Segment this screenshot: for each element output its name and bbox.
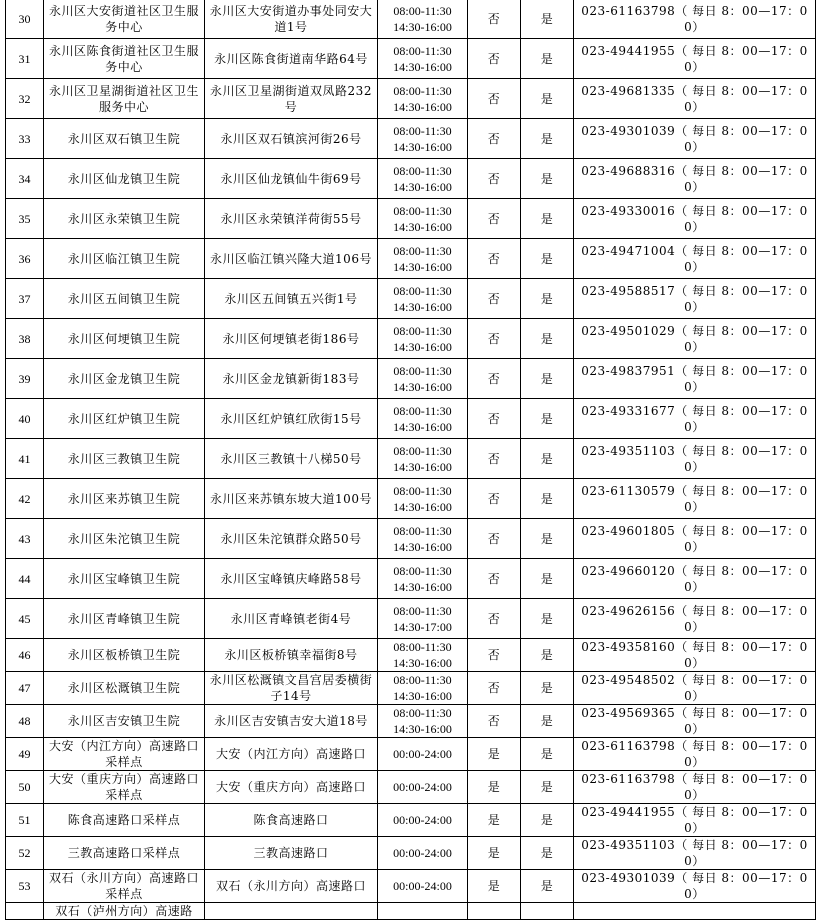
hours-afternoon: 14:30-16:00: [393, 99, 452, 114]
hours-morning: 08:00-11:30: [393, 443, 452, 458]
hours-morning: 08:00-11:30: [393, 83, 452, 98]
site-address: 永川区松溉镇文昌宫居委横街子14号: [205, 672, 378, 705]
contact-phone: 023-49331677（ 每日 8：00—17：00）: [574, 399, 816, 439]
row-number: 40: [6, 399, 44, 439]
site-address: 永川区朱沱镇群众路50号: [205, 519, 378, 559]
table-row: [6, 672, 816, 705]
hours-afternoon: 14:30-16:00: [393, 722, 452, 736]
flag-b: 是: [521, 738, 574, 771]
table-row: [6, 519, 816, 559]
site-name: 永川区何埂镇卫生院: [44, 319, 205, 359]
hours-morning: 08:00-11:30: [393, 640, 452, 654]
hours-morning: 08:00-11:30: [393, 523, 452, 538]
site-name: 永川区青峰镇卫生院: [44, 599, 205, 639]
flag-b: 是: [521, 119, 574, 159]
row-number: 53: [6, 870, 44, 903]
site-address: 大安（重庆方向）高速路口: [205, 771, 378, 804]
site-address: 永川区仙龙镇仙牛街69号: [205, 159, 378, 199]
contact-phone: 023-61130579（ 每日 8：00—17：00）: [574, 479, 816, 519]
hours-afternoon: 14:30-16:00: [393, 219, 452, 234]
hours-morning: 08:00-11:30: [393, 363, 452, 378]
contact-phone: 023-49330016（ 每日 8：00—17：00）: [574, 199, 816, 239]
flag-a: 否: [468, 359, 521, 399]
row-number: 46: [6, 639, 44, 672]
table-row: [6, 239, 816, 279]
flag-a: 否: [468, 479, 521, 519]
hours-morning: 08:00-11:30: [393, 563, 452, 578]
table-row: [6, 804, 816, 837]
hours-afternoon: 14:30-16:00: [393, 19, 452, 34]
contact-phone: 023-49626156（ 每日 8：00—17：00）: [574, 599, 816, 639]
hours-morning: 00:00-24:00: [393, 846, 452, 860]
hours-afternoon: 14:30-16:00: [393, 339, 452, 354]
site-name: 永川区来苏镇卫生院: [44, 479, 205, 519]
hours-afternoon: 14:30-16:00: [393, 499, 452, 514]
hours-morning: 08:00-11:30: [393, 673, 452, 687]
service-hours: [378, 705, 468, 738]
site-name: 永川区朱沱镇卫生院: [44, 519, 205, 559]
service-hours: [378, 439, 468, 479]
hours-afternoon: 14:30-17:00: [393, 619, 452, 634]
flag-a: 否: [468, 0, 521, 39]
hours-afternoon: 14:30-16:00: [393, 379, 452, 394]
site-name: 大安（重庆方向）高速路口采样点: [44, 771, 205, 804]
flag-a: 否: [468, 119, 521, 159]
row-number: 33: [6, 119, 44, 159]
service-hours: [378, 519, 468, 559]
hours-morning: 08:00-11:30: [393, 483, 452, 498]
hours-morning: 08:00-11:30: [393, 123, 452, 138]
table-row: [6, 159, 816, 199]
site-address: 永川区何埂镇老街186号: [205, 319, 378, 359]
flag-a: 是: [468, 804, 521, 837]
site-address: 永川区吉安镇吉安大道18号: [205, 705, 378, 738]
service-hours: [378, 39, 468, 79]
hours-morning: 08:00-11:30: [393, 706, 452, 720]
site-name: 永川区永荣镇卫生院: [44, 199, 205, 239]
site-address: 永川区临江镇兴隆大道106号: [205, 239, 378, 279]
flag-b: 是: [521, 359, 574, 399]
flag-a: 是: [468, 837, 521, 870]
flag-b: 是: [521, 804, 574, 837]
hours-morning: 08:00-11:30: [393, 163, 452, 178]
site-name: 永川区五间镇卫生院: [44, 279, 205, 319]
contact-phone: 023-49471004（ 每日 8：00—17：00）: [574, 239, 816, 279]
table-row: [6, 279, 816, 319]
hours-morning: 08:00-11:30: [393, 603, 452, 618]
site-name: 双石（永川方向）高速路口采样点: [44, 870, 205, 903]
hours-afternoon: 14:30-16:00: [393, 259, 452, 274]
service-hours: [378, 399, 468, 439]
service-hours: [378, 738, 468, 771]
service-hours: [378, 359, 468, 399]
service-hours: [378, 479, 468, 519]
hours-afternoon: 14:30-16:00: [393, 179, 452, 194]
hours-morning: 08:00-11:30: [393, 203, 452, 218]
flag-a: 否: [468, 672, 521, 705]
table-row: [6, 479, 816, 519]
site-name: 永川区红炉镇卫生院: [44, 399, 205, 439]
site-address: 永川区青峰镇老街4号: [205, 599, 378, 639]
row-number: 44: [6, 559, 44, 599]
row-number: 47: [6, 672, 44, 705]
table-row: [6, 639, 816, 672]
hours-afternoon: 14:30-16:00: [393, 579, 452, 594]
site-address: 永川区来苏镇东坡大道100号: [205, 479, 378, 519]
contact-phone: 023-49681335（ 每日 8：00—17：00）: [574, 79, 816, 119]
flag-a: 否: [468, 39, 521, 79]
flag-b: 是: [521, 837, 574, 870]
site-address: 永川区宝峰镇庆峰路58号: [205, 559, 378, 599]
row-number: 31: [6, 39, 44, 79]
contact-phone: 023-49351103（ 每日 8：00—17：00）: [574, 439, 816, 479]
service-hours: [378, 319, 468, 359]
service-hours: [378, 79, 468, 119]
contact-phone: 023-49601805（ 每日 8：00—17：00）: [574, 519, 816, 559]
site-address: 双石（永川方向）高速路口: [205, 870, 378, 903]
service-hours: [378, 0, 468, 39]
flag-b: 是: [521, 479, 574, 519]
flag-b: 是: [521, 399, 574, 439]
table-row: [6, 359, 816, 399]
site-name: 永川区仙龙镇卫生院: [44, 159, 205, 199]
hours-morning: 08:00-11:30: [393, 283, 452, 298]
contact-phone: 023-49688316（ 每日 8：00—17：00）: [574, 159, 816, 199]
table-body: [6, 0, 816, 920]
row-number: 41: [6, 439, 44, 479]
flag-b: 是: [521, 0, 574, 39]
flag-b: 是: [521, 439, 574, 479]
flag-a: 否: [468, 519, 521, 559]
service-hours: [378, 870, 468, 903]
row-number: 51: [6, 804, 44, 837]
site-name: 双石（泸州方向）高速路: [44, 903, 205, 920]
table-row: [6, 119, 816, 159]
flag-b: 是: [521, 559, 574, 599]
flag-a: 否: [468, 559, 521, 599]
site-address: 永川区陈食街道南华路64号: [205, 39, 378, 79]
flag-b: 是: [521, 79, 574, 119]
table-row: [6, 399, 816, 439]
table-row: [6, 0, 816, 39]
site-name: 永川区双石镇卫生院: [44, 119, 205, 159]
flag-a: 否: [468, 639, 521, 672]
service-hours: [378, 239, 468, 279]
site-address: 永川区三教镇十八梯50号: [205, 439, 378, 479]
table-row: [6, 79, 816, 119]
hours-afternoon: 14:30-16:00: [393, 419, 452, 434]
row-number: 52: [6, 837, 44, 870]
site-address: 永川区金龙镇新街183号: [205, 359, 378, 399]
row-number: 39: [6, 359, 44, 399]
hours-afternoon: 14:30-16:00: [393, 689, 452, 703]
flag-b: 是: [521, 319, 574, 359]
row-number: 50: [6, 771, 44, 804]
flag-a: 否: [468, 79, 521, 119]
site-name: 永川区吉安镇卫生院: [44, 705, 205, 738]
contact-phone: 023-49501029（ 每日 8：00—17：00）: [574, 319, 816, 359]
table-row: [6, 199, 816, 239]
table-row: [6, 439, 816, 479]
site-name: 大安（内江方向）高速路口采样点: [44, 738, 205, 771]
site-name: 永川区板桥镇卫生院: [44, 639, 205, 672]
site-address: 陈食高速路口: [205, 804, 378, 837]
hours-afternoon: 14:30-16:00: [393, 59, 452, 74]
table-row: [6, 39, 816, 79]
table-row: [6, 705, 816, 738]
flag-b: 是: [521, 639, 574, 672]
contact-phone: 023-49837951（ 每日 8：00—17：00）: [574, 359, 816, 399]
flag-b: 是: [521, 870, 574, 903]
contact-phone: 023-49301039（ 每日 8：00—17：00）: [574, 870, 816, 903]
contact-phone: 023-49441955（ 每日 8：00—17：00）: [574, 39, 816, 79]
site-name: 三教高速路口采样点: [44, 837, 205, 870]
row-number: 34: [6, 159, 44, 199]
service-hours: [378, 119, 468, 159]
hours-afternoon: 14:30-16:00: [393, 459, 452, 474]
flag-b: 是: [521, 39, 574, 79]
flag-a: 否: [468, 239, 521, 279]
flag-a: 否: [468, 599, 521, 639]
flag-b: 是: [521, 672, 574, 705]
service-hours: [378, 599, 468, 639]
flag-b: 是: [521, 199, 574, 239]
flag-a: 否: [468, 399, 521, 439]
hours-morning: 08:00-11:30: [393, 243, 452, 258]
service-hours: [378, 804, 468, 837]
site-name: 永川区三教镇卫生院: [44, 439, 205, 479]
contact-phone: 023-61163798（ 每日 8：00—17：00）: [574, 738, 816, 771]
table-row: [6, 738, 816, 771]
hours-afternoon: 14:30-16:00: [393, 656, 452, 670]
table-row: [6, 870, 816, 903]
row-number: 42: [6, 479, 44, 519]
hours-afternoon: 14:30-16:00: [393, 139, 452, 154]
service-hours: [378, 559, 468, 599]
contact-phone: 023-61163798（ 每日 8：00—17：00）: [574, 0, 816, 39]
site-name: 永川区卫星湖街道社区卫生服务中心: [44, 79, 205, 119]
site-address: 大安（内江方向）高速路口: [205, 738, 378, 771]
service-hours: [378, 199, 468, 239]
flag-a: 否: [468, 159, 521, 199]
hours-morning: 00:00-24:00: [393, 879, 452, 893]
site-address: 永川区板桥镇幸福街8号: [205, 639, 378, 672]
site-address: 永川区卫星湖街道双凤路232号: [205, 79, 378, 119]
service-hours: [378, 279, 468, 319]
flag-b: 是: [521, 159, 574, 199]
site-address: 三教高速路口: [205, 837, 378, 870]
flag-b: 是: [521, 279, 574, 319]
service-hours: [378, 837, 468, 870]
flag-a: 否: [468, 319, 521, 359]
hours-afternoon: 14:30-16:00: [393, 299, 452, 314]
flag-b: 是: [521, 519, 574, 559]
contact-phone: 023-49358160（ 每日 8：00—17：00）: [574, 639, 816, 672]
service-hours: [378, 159, 468, 199]
hours-morning: 00:00-24:00: [393, 813, 452, 827]
flag-b: 是: [521, 771, 574, 804]
flag-a: 否: [468, 705, 521, 738]
site-address: 永川区五间镇五兴街1号: [205, 279, 378, 319]
site-name: 永川区宝峰镇卫生院: [44, 559, 205, 599]
hours-morning: 08:00-11:30: [393, 3, 452, 18]
site-name: 永川区临江镇卫生院: [44, 239, 205, 279]
flag-a: 是: [468, 870, 521, 903]
row-number: 45: [6, 599, 44, 639]
hours-morning: 00:00-24:00: [393, 747, 452, 761]
row-number: 43: [6, 519, 44, 559]
flag-a: 是: [468, 738, 521, 771]
flag-b: 是: [521, 705, 574, 738]
contact-phone: 023-49548502（ 每日 8：00—17：00）: [574, 672, 816, 705]
site-name: 永川区金龙镇卫生院: [44, 359, 205, 399]
flag-a: 否: [468, 439, 521, 479]
contact-phone: 023-49441955（ 每日 8：00—17：00）: [574, 804, 816, 837]
contact-phone: 023-49660120（ 每日 8：00—17：00）: [574, 559, 816, 599]
contact-phone: 023-49301039（ 每日 8：00—17：00）: [574, 119, 816, 159]
row-number: 37: [6, 279, 44, 319]
row-number: 32: [6, 79, 44, 119]
service-hours: [378, 639, 468, 672]
site-name: 永川区松溉镇卫生院: [44, 672, 205, 705]
site-name: 陈食高速路口采样点: [44, 804, 205, 837]
hours-morning: 08:00-11:30: [393, 403, 452, 418]
flag-a: 否: [468, 199, 521, 239]
service-hours: [378, 771, 468, 804]
table-row: [6, 319, 816, 359]
site-name: 永川区陈食街道社区卫生服务中心: [44, 39, 205, 79]
row-number: 36: [6, 239, 44, 279]
flag-a: 是: [468, 771, 521, 804]
site-address: 永川区永荣镇洋荷街55号: [205, 199, 378, 239]
table-row: [6, 599, 816, 639]
contact-phone: 023-49351103（ 每日 8：00—17：00）: [574, 837, 816, 870]
table-row: [6, 559, 816, 599]
sampling-sites-table: [5, 0, 816, 920]
row-number: 30: [6, 0, 44, 39]
row-number: 35: [6, 199, 44, 239]
hours-afternoon: 14:30-16:00: [393, 539, 452, 554]
contact-phone: 023-49569365（ 每日 8：00—17：00）: [574, 705, 816, 738]
site-address: 永川区双石镇滨河街26号: [205, 119, 378, 159]
hours-morning: 08:00-11:30: [393, 43, 452, 58]
hours-morning: 00:00-24:00: [393, 780, 452, 794]
row-number: 48: [6, 705, 44, 738]
flag-a: 否: [468, 279, 521, 319]
site-address: 永川区红炉镇红欣街15号: [205, 399, 378, 439]
row-number: 49: [6, 738, 44, 771]
contact-phone: 023-61163798（ 每日 8：00—17：00）: [574, 771, 816, 804]
flag-b: 是: [521, 239, 574, 279]
table-row: [6, 837, 816, 870]
contact-phone: 023-49588517（ 每日 8：00—17：00）: [574, 279, 816, 319]
site-name: 永川区大安街道社区卫生服务中心: [44, 0, 205, 39]
hours-morning: 08:00-11:30: [393, 323, 452, 338]
table-row: [6, 771, 816, 804]
flag-b: 是: [521, 599, 574, 639]
row-number: 38: [6, 319, 44, 359]
site-address: 永川区大安街道办事处同安大道1号: [205, 0, 378, 39]
service-hours: [378, 672, 468, 705]
